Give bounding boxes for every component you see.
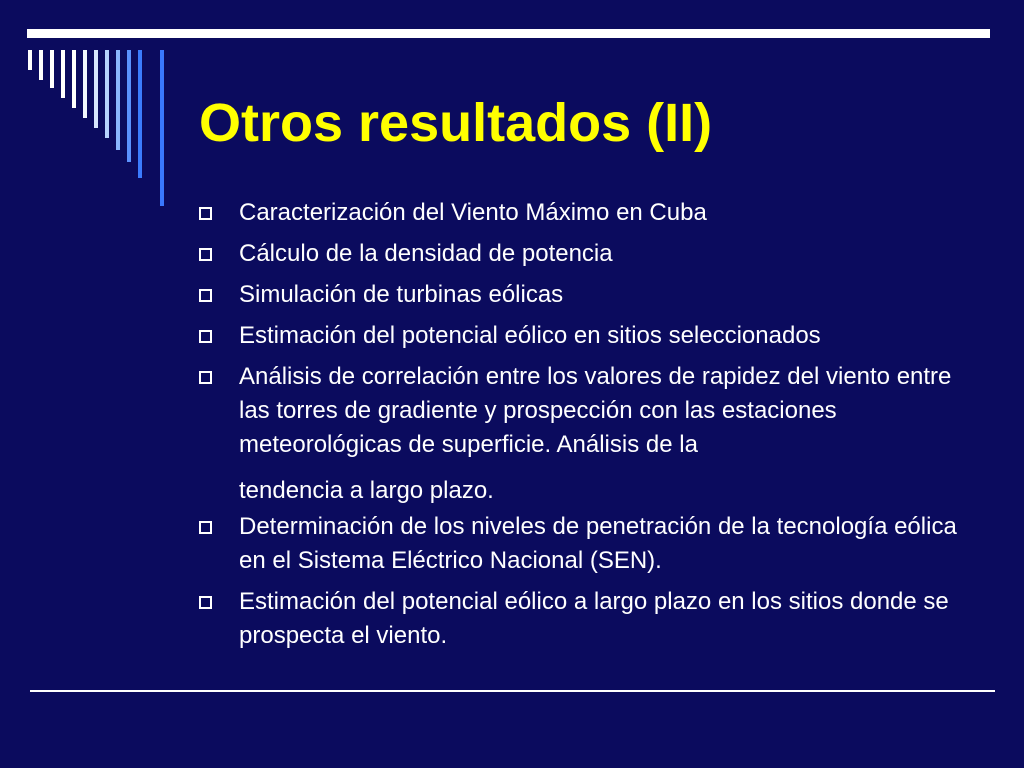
stripe-6 xyxy=(83,50,87,118)
bullet-item xyxy=(196,319,986,353)
stripe-9 xyxy=(116,50,120,150)
slide-title: Otros resultados (II) xyxy=(199,93,713,153)
stripe-11 xyxy=(138,50,142,178)
square-bullet-icon xyxy=(199,596,212,609)
bullet-continuation-text: tendencia a largo plazo. xyxy=(239,477,494,504)
square-bullet-icon xyxy=(199,289,212,302)
bullet-item xyxy=(196,196,986,230)
bullet-text: Análisis de correlación entre los valores de rapidez del viento entre las torres de gradiente y prospección con las estaciones meteorológicas de superficie. Análisis de la xyxy=(239,363,952,458)
bullet-item xyxy=(196,360,986,508)
square-bullet-icon xyxy=(199,248,212,261)
bullet-item xyxy=(196,585,986,653)
bullet-text: Estimación del potencial eólico a largo plazo en los sitios donde se prospecta el viento. xyxy=(239,588,949,649)
stripe-1 xyxy=(28,50,32,70)
bullet-item xyxy=(196,278,986,312)
bullet-text: Determinación de los niveles de penetración de la tecnología eólica en el Sistema Eléctrico Nacional (SEN). xyxy=(239,513,957,574)
bullet-item xyxy=(196,510,986,578)
stripe-8 xyxy=(105,50,109,138)
bullet-text: Cálculo de la densidad de potencia xyxy=(239,240,613,267)
square-bullet-icon xyxy=(199,330,212,343)
square-bullet-icon xyxy=(199,371,212,384)
stripe-3 xyxy=(50,50,54,88)
square-bullet-icon xyxy=(199,207,212,220)
stripe-2 xyxy=(39,50,43,80)
stripe-7 xyxy=(94,50,98,128)
stripe-5 xyxy=(72,50,76,108)
square-bullet-icon xyxy=(199,521,212,534)
bullet-list xyxy=(196,196,986,660)
stripe-12 xyxy=(160,50,164,206)
bottom-decorative-rule xyxy=(30,690,995,692)
stripe-10 xyxy=(127,50,131,162)
bullet-text: Estimación del potencial eólico en sitios seleccionados xyxy=(239,322,821,349)
bullet-text: Caracterización del Viento Máximo en Cuba xyxy=(239,199,707,226)
stripe-4 xyxy=(61,50,65,98)
decorative-stripes xyxy=(0,0,200,220)
bullet-text: Simulación de turbinas eólicas xyxy=(239,281,564,308)
bullet-item xyxy=(196,237,986,271)
